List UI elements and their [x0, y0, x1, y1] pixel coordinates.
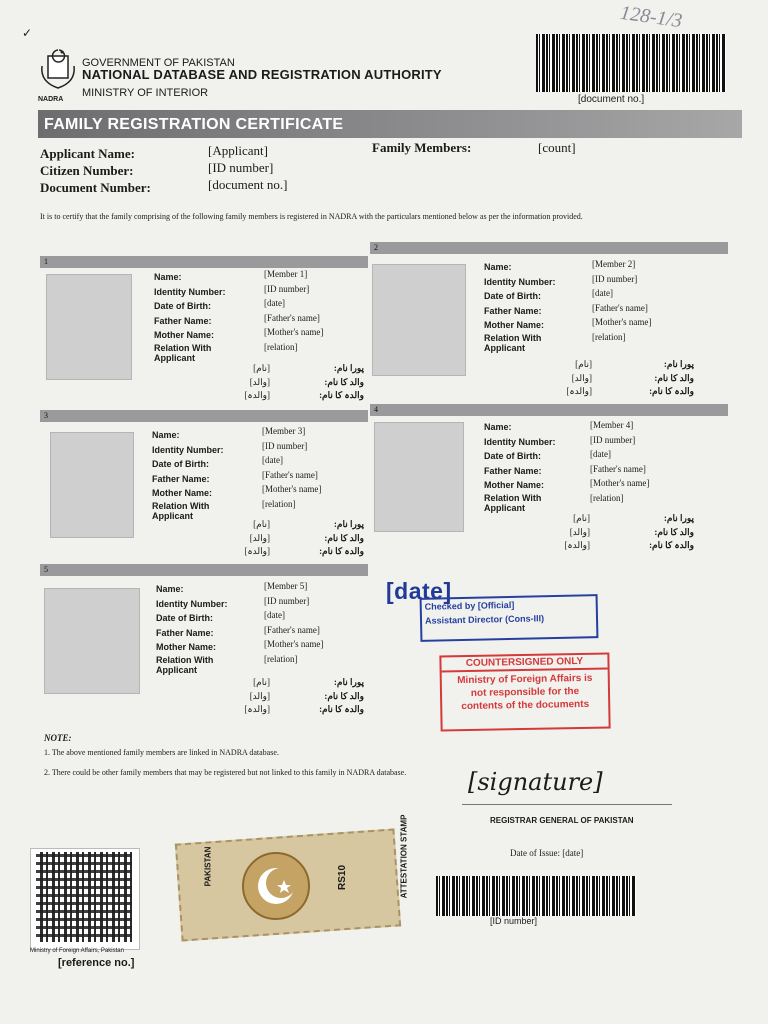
mother-label: Mother Name:	[484, 320, 545, 330]
applicant-name: [Applicant]	[208, 143, 268, 158]
document-number-label: Document Number:	[40, 180, 151, 195]
member-relation: [relation]	[262, 498, 296, 509]
urdu-mother-label: والدہ کا نام:	[319, 390, 364, 400]
member-card-5	[40, 564, 368, 724]
officer-title: Assistant Director (Cons-III)	[424, 613, 545, 626]
father-label: Father Name:	[484, 305, 542, 316]
member-id: [ID number]	[262, 440, 308, 451]
relation-label: Relation With Applicant	[484, 492, 542, 513]
member-photo-placeholder	[44, 588, 140, 694]
member-father: [Father's name]	[264, 312, 320, 323]
issue-date: Date of Issue: [date]	[510, 848, 584, 858]
member-urdu-mother: [والدہ]	[564, 540, 590, 550]
member-dob: [date]	[264, 298, 285, 308]
name-label: Name:	[152, 430, 180, 440]
dob-label: Date of Birth:	[154, 301, 211, 311]
member-card-1	[40, 256, 368, 408]
member-number: 5	[44, 565, 48, 574]
member-mother: [Mother's name]	[592, 317, 652, 327]
member-urdu-father: [والد]	[249, 690, 270, 701]
member-urdu-name: [نام]	[253, 519, 270, 529]
member-photo-placeholder	[374, 422, 464, 532]
urdu-mother-label: والدہ کا نام:	[649, 540, 694, 550]
member-card-4	[370, 404, 728, 556]
countersigned-title: COUNTERSIGNED ONLY	[441, 655, 607, 673]
member-urdu-name: [نام]	[253, 677, 270, 687]
member-mother: [Mother's name]	[264, 639, 324, 649]
dob-label: Date of Birth:	[484, 291, 541, 301]
member-father: [Father's name]	[264, 624, 320, 635]
dob-label: Date of Birth:	[152, 459, 209, 469]
relation-label: Relation With Applicant	[154, 342, 212, 363]
member-photo-placeholder	[46, 274, 132, 380]
stamp-value: RS10	[337, 864, 349, 891]
member-name: [Member 2]	[592, 259, 636, 269]
note-1: 1. The above mentioned family members are linked in NADRA database.	[44, 748, 279, 757]
member-urdu-mother: [والدہ]	[244, 546, 270, 556]
name-label: Name:	[156, 584, 184, 594]
handwritten-note: 128-1/3	[618, 1, 684, 33]
member-urdu-name: [نام]	[573, 513, 590, 523]
urdu-name-label: پورا نام:	[663, 513, 694, 523]
page-title: FAMILY REGISTRATION CERTIFICATE	[44, 116, 344, 133]
family-members-label: Family Members:	[372, 140, 472, 155]
qr-code-number: [reference no.]	[58, 957, 135, 969]
name-label: Name:	[484, 422, 512, 432]
crescent-star-icon	[244, 854, 308, 918]
member-urdu-name: [نام]	[575, 359, 592, 369]
relation-label: Relation With Applicant	[484, 332, 542, 353]
member-photo-placeholder	[50, 432, 134, 538]
name-label: Name:	[154, 272, 182, 282]
urdu-father-label: والد کا نام:	[654, 372, 694, 383]
father-label: Father Name:	[484, 465, 542, 476]
member-father: [Father's name]	[592, 302, 648, 313]
urdu-mother-label: والدہ کا نام:	[319, 546, 364, 556]
applicant-name-label: Applicant Name:	[40, 146, 135, 161]
member-dob: [date]	[590, 449, 611, 459]
nadra-logo-text: NADRA	[38, 96, 64, 103]
mother-label: Mother Name:	[156, 642, 217, 652]
member-dob: [date]	[262, 455, 283, 465]
member-name: [Member 5]	[264, 581, 308, 591]
member-mother: [Mother's name]	[262, 484, 322, 494]
member-urdu-father: [والد]	[249, 532, 270, 543]
citizen-number: [ID number]	[208, 160, 274, 175]
member-name: [Member 1]	[264, 269, 308, 279]
org-heading: NATIONAL DATABASE AND REGISTRATION AUTHORITY	[82, 67, 442, 82]
member-id: [ID number]	[590, 434, 636, 445]
barcode-top-caption: [document no.]	[578, 94, 645, 105]
stamp-label: ATTESTATION STAMP	[399, 814, 409, 899]
father-label: Father Name:	[154, 315, 212, 326]
urdu-name-label: پورا نام:	[663, 359, 694, 369]
urdu-mother-label: والدہ کا نام:	[319, 704, 364, 714]
member-name: [Member 3]	[262, 426, 306, 436]
urdu-father-label: والد کا نام:	[654, 526, 694, 537]
member-number: 1	[44, 257, 48, 266]
member-father: [Father's name]	[262, 469, 318, 480]
id-label: Identity Number:	[154, 286, 226, 297]
id-label: Identity Number:	[156, 598, 228, 609]
citizen-number-label: Citizen Number:	[40, 163, 134, 178]
member-photo-placeholder	[372, 264, 466, 376]
member-name: [Member 4]	[590, 420, 634, 430]
barcode-bottom	[436, 876, 636, 916]
registrar-title: REGISTRAR GENERAL OF PAKISTAN	[490, 816, 634, 825]
state-emblem-icon	[38, 46, 78, 96]
official-stamp	[420, 594, 599, 642]
name-label: Name:	[484, 262, 512, 272]
urdu-mother-label: والدہ کا نام:	[649, 386, 694, 396]
urdu-father-label: والد کا نام:	[324, 690, 364, 701]
urdu-name-label: پورا نام:	[333, 677, 364, 687]
member-dob: [date]	[264, 610, 285, 620]
barcode-bottom-caption: [ID number]	[490, 916, 538, 926]
gov-heading: GOVERNMENT OF PAKISTAN	[82, 57, 235, 69]
family-members-count: [count]	[538, 140, 576, 155]
ministry-heading: MINISTRY OF INTERIOR	[82, 87, 209, 99]
note-title: NOTE:	[44, 733, 72, 743]
member-relation: [relation]	[264, 653, 298, 664]
signature-line	[462, 804, 672, 805]
member-id: [ID number]	[592, 273, 638, 284]
member-id: [ID number]	[264, 595, 310, 606]
member-number: 3	[44, 411, 48, 420]
dob-label: Date of Birth:	[484, 451, 541, 461]
id-label: Identity Number:	[152, 444, 224, 455]
note-2: 2. There could be other family members that may be registered but not linked to this family in NADRA database.	[44, 768, 407, 777]
father-label: Father Name:	[152, 473, 210, 484]
dob-label: Date of Birth:	[156, 613, 213, 623]
member-dob: [date]	[592, 288, 613, 298]
member-number: 4	[374, 405, 378, 414]
member-relation: [relation]	[590, 492, 624, 503]
id-label: Identity Number:	[484, 276, 556, 287]
member-card-header	[40, 564, 368, 576]
member-number: 2	[374, 243, 378, 252]
member-card-header	[370, 242, 728, 254]
member-urdu-mother: [والدہ]	[566, 386, 592, 396]
member-relation: [relation]	[592, 331, 626, 342]
checked-by: Checked by [Official]	[424, 599, 515, 612]
member-urdu-father: [والد]	[571, 372, 592, 383]
relation-label: Relation With Applicant	[152, 500, 210, 521]
countersigned-line: Ministry of Foreign Affairs is	[457, 672, 593, 687]
countersigned-stamp	[439, 653, 610, 732]
qr-code-icon	[36, 852, 132, 942]
member-card-header	[40, 410, 368, 422]
registrar-signature: [signature]	[468, 768, 603, 796]
urdu-name-label: پورا نام:	[333, 363, 364, 373]
countersigned-line: contents of the documents	[461, 698, 590, 713]
urdu-name-label: پورا نام:	[333, 519, 364, 529]
countersigned-line: not responsible for the	[470, 686, 580, 699]
date-stamp: [date]	[386, 578, 452, 604]
member-relation: [relation]	[264, 341, 298, 352]
barcode-top	[536, 34, 726, 92]
member-card-2	[370, 242, 728, 394]
member-urdu-mother: [والدہ]	[244, 390, 270, 400]
mother-label: Mother Name:	[484, 480, 545, 490]
member-father: [Father's name]	[590, 463, 646, 474]
tick-mark: ✓	[22, 26, 33, 40]
id-label: Identity Number:	[484, 436, 556, 447]
certify-text: It is to certify that the family comprising of the following family members is registered in NADRA with the particulars mentioned below as per the information provided.	[40, 212, 583, 221]
member-card-3	[40, 410, 368, 562]
member-urdu-father: [والد]	[249, 376, 270, 387]
member-urdu-father: [والد]	[569, 526, 590, 537]
relation-label: Relation With Applicant	[156, 654, 214, 675]
mother-label: Mother Name:	[154, 330, 215, 340]
crescent-star-icon	[242, 852, 310, 920]
member-id: [ID number]	[264, 283, 310, 294]
qr-ministry: Ministry of Foreign Affairs, Pakistan	[30, 948, 124, 954]
mother-label: Mother Name:	[152, 488, 213, 498]
member-mother: [Mother's name]	[264, 327, 324, 337]
member-card-header	[370, 404, 728, 416]
member-urdu-mother: [والدہ]	[244, 704, 270, 714]
document-number: [document no.]	[208, 177, 288, 192]
father-label: Father Name:	[156, 627, 214, 638]
urdu-father-label: والد کا نام:	[324, 376, 364, 387]
urdu-father-label: والد کا نام:	[324, 532, 364, 543]
member-urdu-name: [نام]	[253, 363, 270, 373]
member-mother: [Mother's name]	[590, 478, 650, 488]
stamp-country: PAKISTAN	[203, 846, 213, 887]
